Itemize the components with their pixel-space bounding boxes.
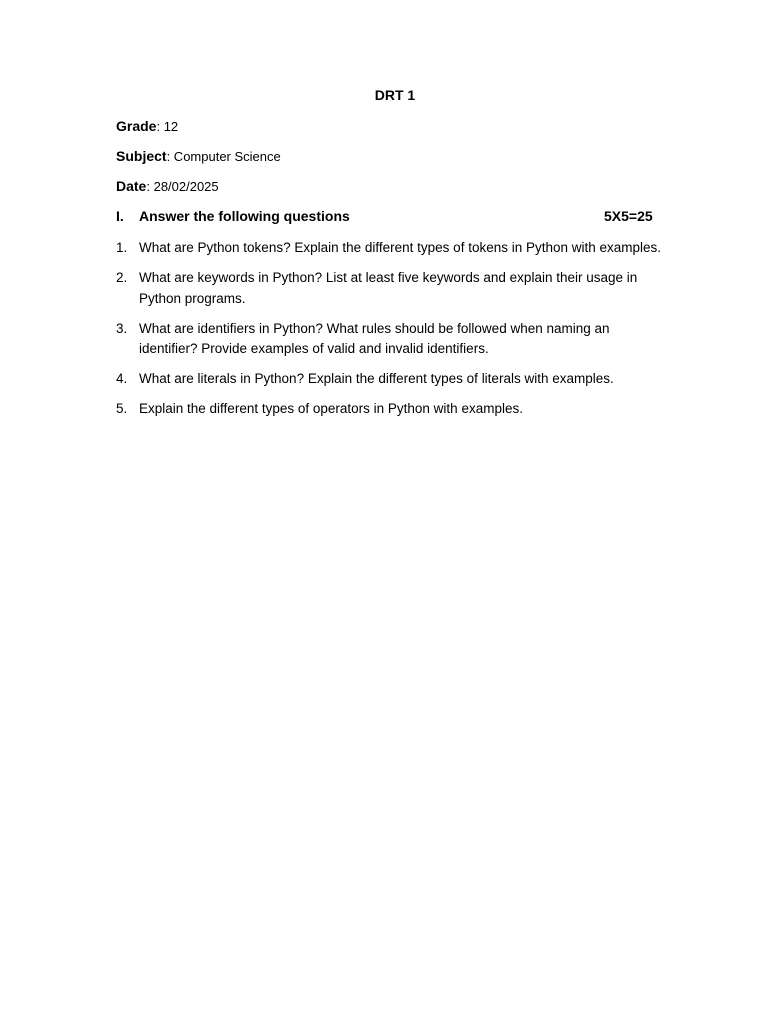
question-text: What are identifiers in Python? What rules should be followed when naming an identifier? Provide examples of valid and invalid identifiers. — [139, 320, 610, 356]
question-text: What are literals in Python? Explain the different types of literals with examples. — [139, 371, 614, 386]
question-item — [116, 399, 664, 420]
question-text: What are Python tokens? Explain the different types of tokens in Python with examples. — [139, 240, 662, 255]
date-value: : 28/02/2025 — [146, 179, 219, 194]
section-heading-text: Answer the following questions — [139, 208, 350, 224]
subject-line — [116, 148, 281, 164]
grade-value: : 12 — [156, 119, 179, 134]
question-text: Explain the different types of operators in Python with examples. — [139, 401, 523, 416]
grade-label: Grade — [116, 118, 157, 134]
question-number: 3. — [116, 320, 128, 336]
question-item — [116, 369, 664, 390]
question-item — [116, 238, 664, 259]
question-text: What are keywords in Python? List at least five keywords and explain their usage in Python programs. — [139, 270, 638, 306]
question-number: 1. — [116, 240, 128, 255]
subject-label: Subject — [116, 148, 167, 164]
document-title: DRT 1 — [374, 87, 416, 103]
question-number: 2. — [116, 270, 128, 285]
question-list — [116, 238, 664, 429]
subject-value: : Computer Science — [166, 149, 281, 164]
question-number: 4. — [116, 371, 128, 386]
date-label: Date — [116, 178, 147, 194]
question-item — [116, 268, 664, 309]
section-marks: 5X5=25 — [604, 208, 653, 224]
date-line — [116, 178, 219, 194]
section-number: I. — [116, 208, 124, 224]
grade-line — [116, 118, 178, 134]
question-item — [116, 319, 664, 360]
question-number: 5. — [116, 401, 128, 416]
